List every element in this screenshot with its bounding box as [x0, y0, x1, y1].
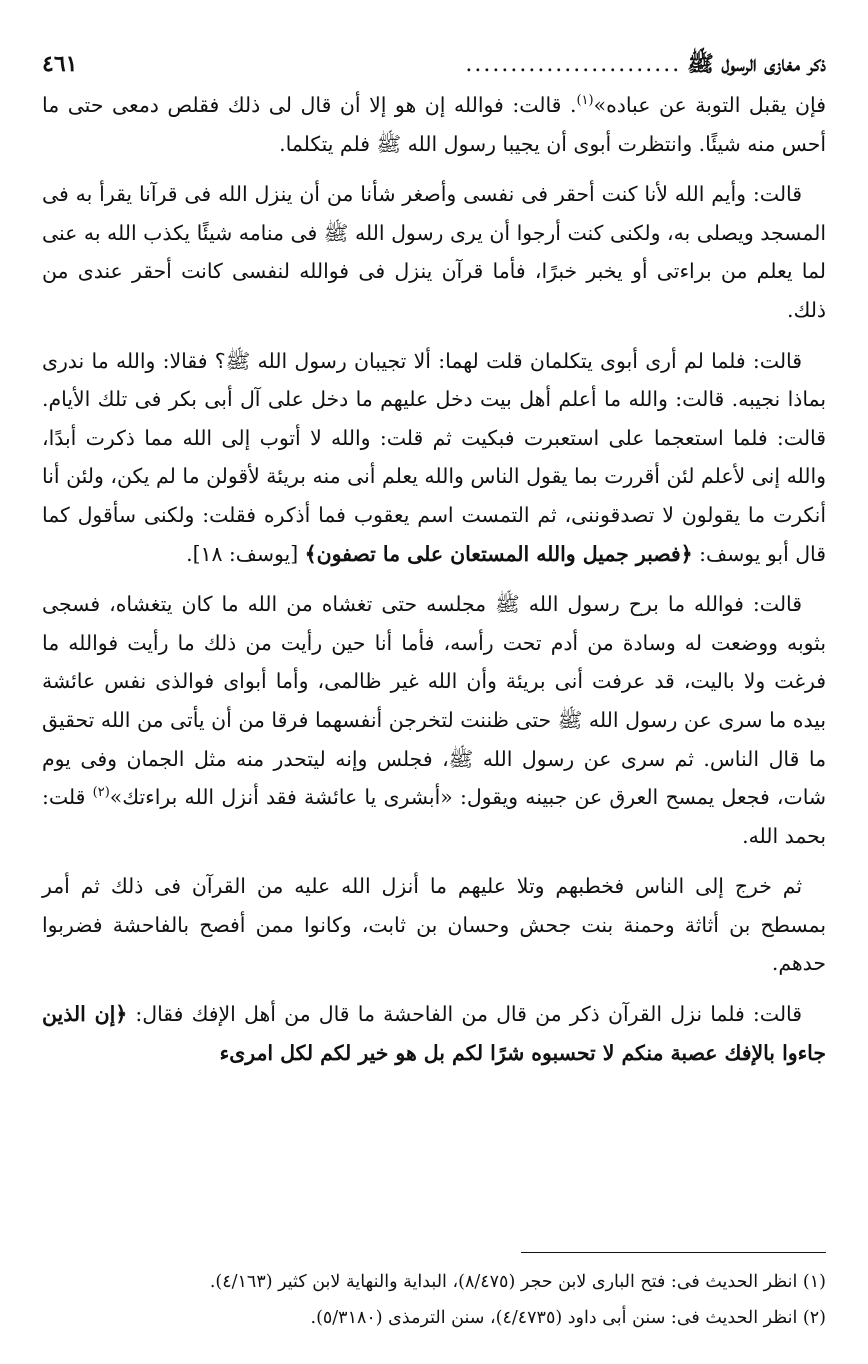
footnote-1: (١) انظر الحديث فى: فتح البارى لابن حجر (٨/٤٧٥)، البداية والنهاية لابن كثير (٤/١٦٣).: [209, 1272, 826, 1292]
paragraph-3-text: قالت: فلما لم أرى أبوى يتكلمان قلت لهما: ألا تجيبان رسول الله ﷺ؟ فقالا: والله ما ندرى بماذا نجيبه. قالت: والله ما أعلم أهل بيت دخل عليهم ما دخل على آل أبى بكر فى تلك الأيام. قالت: فلما استعجما على استعبرت فبكيت ثم قلت: والله لا أتوب إلى الله مما ذكرت أبدًا، والله إنى لأعلم لئن أقررت بما يقول الناس والله يعلم أنى منه بريئة لأقولن ما لم يكن، ولئن أنا أنكرت ما يقولون لا تصدقوننى، ثم التمست اسم يعقوب فما أذكره فقلت: ولكنى سأقول كما قال أبو يوسف:: [42, 348, 826, 566]
footnote-2: (٢) انظر الحديث فى: سنن أبى داود (٤/٤٧٣٥)، سنن الترمذى (٥/٣١٨٠).: [310, 1308, 826, 1328]
quran-verse-yusuf: ﴿فصبر جميل والله المستعان على ما تصفون﴾: [304, 541, 693, 566]
footnote-marker-2[interactable]: (٢): [92, 785, 110, 801]
body-text: [42, 86, 826, 1072]
paragraph-4: [42, 585, 826, 855]
chapter-title: ذكر مغازى الرسول ﷺ: [687, 51, 826, 77]
paragraph-2: [42, 175, 826, 329]
paragraph-1-rest: . قالت: فوالله إن هو إلا أن قال لى ذلك فقلص دمعى حتى ما أحس منه شيئًا. وانتظرت أبوى أن يجيبا رسول الله ﷺ فلم يتكلما.: [42, 93, 826, 156]
paragraph-5-text: ثم خرج إلى الناس فخطبهم وتلا عليهم ما أنزل الله عليه من القرآن فى ذلك ثم أمر بمسطح بن أثاثة وحمنة بنت جحش وحسان بن ثابت، وكانوا ممن أفصح بالفاحشة فضربوا حدهم.: [42, 874, 826, 976]
page-number: ٤٦١: [42, 51, 78, 77]
paragraph-3: [42, 342, 826, 574]
verse-reference: [يوسف: ١٨].: [186, 541, 305, 566]
paragraph-4-text: قالت: فوالله ما برح رسول الله ﷺ مجلسه حتى تغشاه من الله ما كان يتغشاه، فسجى بثوبه ووضعت له وسادة من أدم تحت رأسه، فأما أنا حين رأيت من ذلك ما رأيت فوالله ما فرغت ولا باليت، قد عرفت أنى بريئة وأن الله غير ظالمى، وأما أبواى فوالذى نفس عائشة بيده ما سرى عن رسول الله ﷺ حتى ظننت لتخرجن أنفسهما فرقا من أن يأتى من الله تحقيق ما قال الناس. ثم سرى عن رسول الله ﷺ، فجلس وإنه ليتحدر منه مثل الجمان وفى يوم شات، فجعل يمسح العرق عن جبينه ويقول: «أبشرى يا عائشة فقد أنزل الله براءتك»: [42, 592, 826, 810]
footnote-marker-1[interactable]: (١): [576, 93, 594, 109]
paragraph-6: [42, 995, 826, 1072]
footnote-divider: [521, 1252, 826, 1253]
document-page: [42, 50, 826, 1344]
paragraph-1: [42, 86, 826, 163]
footnotes: [42, 1264, 826, 1336]
paragraph-6-text: قالت: فلما نزل القرآن ذكر من قال من الفاحشة ما قال من أهل الإفك فقال:: [127, 1002, 802, 1027]
paragraph-4-rest: قلت: بحمد الله.: [42, 785, 826, 848]
header-leader-dots: ........................: [465, 52, 682, 77]
paragraph-1-text: فإن يقبل التوبة عن عباده»: [593, 93, 826, 117]
running-header: [42, 50, 826, 86]
quran-verse-nur: ﴿إن الذين جاءوا بالإفك عصبة منكم لا تحسبوه شرًا لكم بل هو خير لكم لكل امرىء: [42, 1002, 826, 1065]
paragraph-5: [42, 867, 826, 983]
paragraph-2-text: قالت: وأيم الله لأنا كنت أحقر فى نفسى وأصغر شأنا من أن ينزل الله فى قرآنا يقرأ به فى المسجد ويصلى به، ولكنى كنت أرجوا أن يرى رسول الله ﷺ فى منامه شيئًا يكذب الله به عنى لما يعلم من براءتى أو يخبر خبرًا، فأما قرآن ينزل فى فوالله لنفسى كانت أحقر عندى من ذلك.: [42, 182, 826, 322]
